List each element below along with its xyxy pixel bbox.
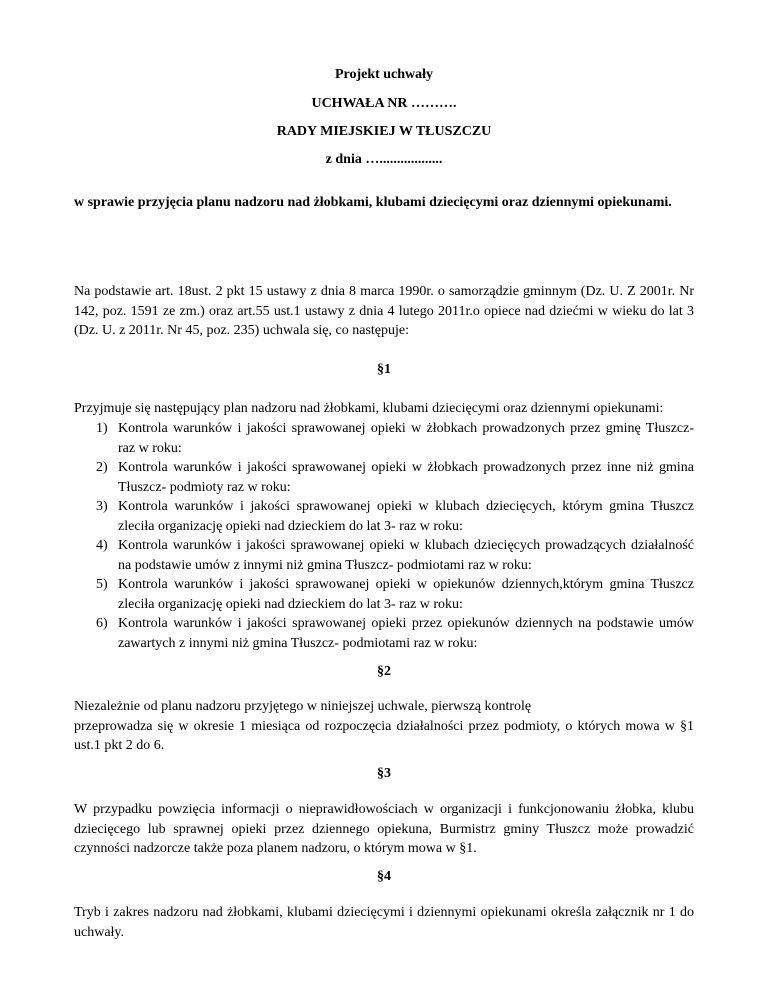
- section-2-line-rest: przeprowadza się w okresie 1 miesiąca od rozpoczęcia działalności przez podmioty, o których mowa w §1 ust.1 pkt 2 do 6.: [74, 718, 694, 753]
- list-item: [74, 614, 694, 653]
- council-name: RADY MIEJSKIEJ W TŁUSZCZU: [276, 124, 492, 139]
- list-item-number: 5): [96, 577, 108, 592]
- list-item-number: 1): [96, 421, 108, 436]
- project-label: Projekt uchwały: [334, 67, 434, 82]
- list-item-number: 2): [96, 460, 108, 475]
- list-item-text: Kontrola warunków i jakości sprawowanej opieki przez opiekunów dziennych na podstawie umów zawartych z innymi niż gmina Tłuszcz- podmiotami raz w roku:: [118, 616, 694, 651]
- section-4-text: Tryb i zakres nadzoru nad żłobkami, klubami dziecięcymi i dziennymi opiekunami określa załącznik nr 1 do uchwały.: [74, 905, 694, 940]
- section-1-intro: Przyjmuje się następujący plan nadzoru nad żłobkami, klubami dziecięcymi oraz dziennymi opiekunami:: [74, 401, 664, 416]
- list-item: [74, 536, 694, 575]
- section-1-title: §1: [377, 362, 391, 377]
- section-2-line-1: Niezależnie od planu nadzoru przyjętego w niniejszej uchwale, pierwszą kontrolę: [74, 699, 532, 714]
- list-item-number: 4): [96, 538, 108, 553]
- list-item-text: Kontrola warunków i jakości sprawowanej opieki w klubach dziecięcych, którym gmina Tłuszcz zleciła organizację opieki nad dzieckiem do lat 3- raz w roku:: [118, 499, 694, 534]
- list-item-text: Kontrola warunków i jakości sprawowanej opieki w żłobkach prowadzonych przez inne niż gmina Tłuszcz- podmioty raz w roku:: [118, 460, 694, 495]
- section-3-text: W przypadku powzięcia informacji o nieprawidłowościach w organizacji i funkcjonowaniu żłobka, klubu dziecięcego lub sprawnej opieki przez dziennego opiekuna, Burmistrz gminy Tłuszcz może prowadzić czynności nadzorcze także poza planem nadzoru, o którym mowa w §1.: [74, 802, 694, 856]
- list-item-text: Kontrola warunków i jakości sprawowanej opieki w klubach dziecięcych prowadzących działalność na podstawie umów z innymi niż gmina Tłuszcz- podmiotami raz w roku:: [118, 538, 694, 573]
- list-item-text: Kontrola warunków i jakości sprawowanej opieki w żłobkach prowadzonych przez gminę Tłuszcz- raz w roku:: [118, 421, 694, 456]
- list-item-number: 3): [96, 499, 108, 514]
- list-item: [74, 497, 694, 536]
- legal-basis: Na podstawie art. 18ust. 2 pkt 15 ustawy z dnia 8 marca 1990r. o samorządzie gminnym (Dz. U. Z 2001r. Nr 142, poz. 1591 ze zm.) oraz art.55 ust.1 ustawy z dnia 4 lutego 2011r.o opiece nad dziećmi w wieku do lat 3 (Dz. U. z 2011r. Nr 45, poz. 235) uchwala się, co następuje:: [74, 284, 694, 338]
- section-4-title: §4: [377, 869, 391, 884]
- section-2-title: §2: [377, 664, 391, 679]
- resolution-subject: w sprawie przyjęcia planu nadzoru nad żłobkami, klubami dziecięcymi oraz dziennymi opiekunami.: [74, 195, 672, 210]
- list-item: [74, 575, 694, 614]
- list-item-number: 6): [96, 616, 108, 631]
- resolution-number: UCHWAŁA NR ……….: [311, 96, 457, 111]
- resolution-date: z dnia …..................: [325, 152, 443, 167]
- list-item-text: Kontrola warunków i jakości sprawowanej opieki w opiekunów dziennych,którym gmina Tłuszcz zleciła organizację opieki nad dzieckiem do lat 3- raz w roku:: [118, 577, 694, 612]
- list-item: [74, 419, 694, 458]
- list-item: [74, 458, 694, 497]
- section-3-title: §3: [377, 766, 391, 781]
- section-1-list: [74, 419, 694, 653]
- section-2-text: [74, 697, 694, 756]
